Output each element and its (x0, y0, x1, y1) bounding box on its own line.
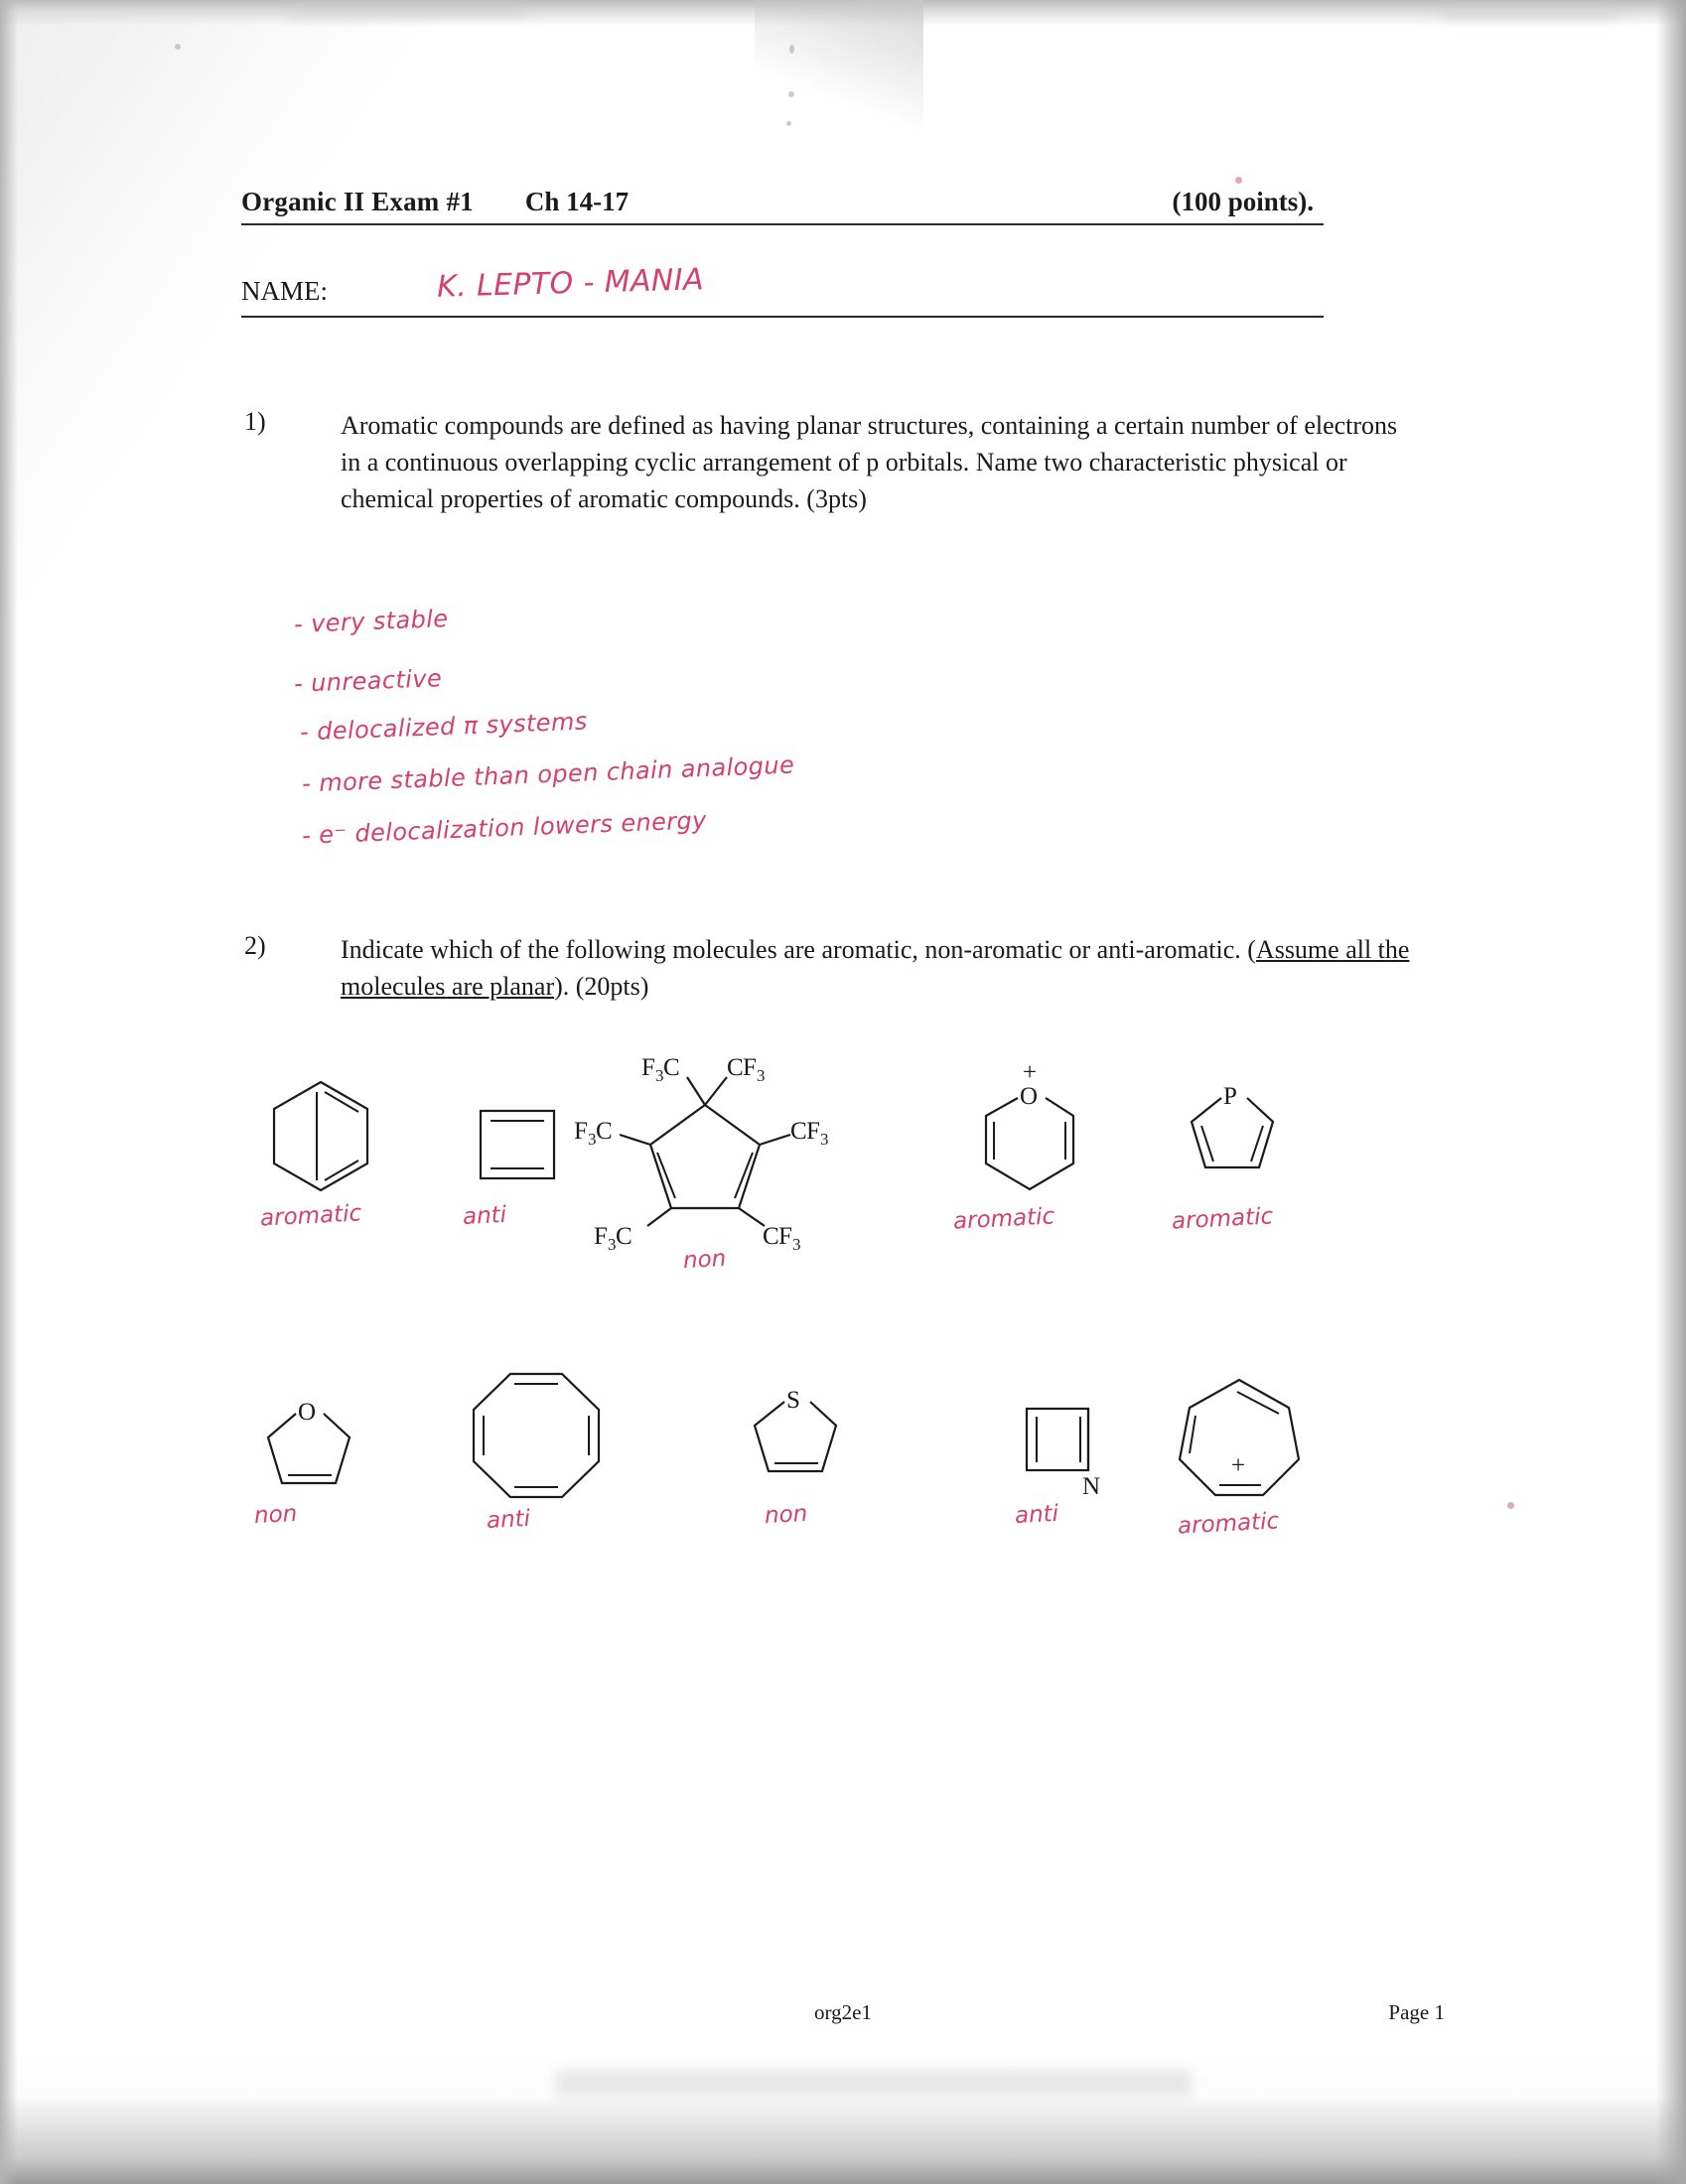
svg-text:C: C (663, 1054, 680, 1081)
svg-text:C: C (763, 1223, 779, 1250)
q1-answer-line-5: - e⁻ delocalization lowers energy (301, 806, 708, 850)
molecule-hexakis-trifluoromethyl-cyclopentadiene (576, 1047, 834, 1256)
answer-tropylium-cation: aromatic (1177, 1508, 1280, 1540)
question-2-text-part2: ). (20pts) (554, 972, 649, 1001)
q1-answer-line-1: - very stable (293, 605, 449, 638)
question-2-text (341, 931, 1423, 1005)
answer-benzene: aromatic (259, 1200, 362, 1232)
scan-edge-right (1656, 0, 1686, 2184)
svg-text:3: 3 (820, 1130, 829, 1149)
footer-doc-id: org2e1 (814, 2000, 872, 2024)
molecule-tropylium-cation (1172, 1368, 1311, 1517)
scan-smudge (288, 4, 526, 18)
scan-edge-left (0, 0, 18, 2184)
exam-header (241, 187, 1334, 217)
svg-text:+: + (1231, 1452, 1246, 1479)
scan-fold-artifact (755, 0, 923, 129)
question-1-number: 1) (244, 407, 266, 436)
scan-speck (1507, 1502, 1514, 1509)
name-rule (241, 316, 1324, 318)
svg-text:F: F (594, 1223, 608, 1250)
scan-speck (1235, 177, 1242, 184)
question-2-number: 2) (244, 931, 266, 960)
svg-text:F: F (778, 1223, 792, 1250)
molecule-cyclobutadiene (467, 1097, 576, 1206)
q1-answer-line-2: - unreactive (293, 664, 443, 698)
svg-text:3: 3 (792, 1235, 801, 1254)
scan-edge-bottom (0, 2095, 1686, 2184)
svg-text:F: F (574, 1118, 588, 1145)
svg-text:3: 3 (655, 1066, 664, 1085)
footer-page-number: Page 1 (1388, 2000, 1445, 2024)
q1-answer-line-3: - delocalized π systems (299, 707, 589, 747)
molecule-benzene (256, 1072, 385, 1211)
svg-text:C: C (790, 1118, 807, 1145)
answer-pyrylium-cation: aromatic (952, 1203, 1055, 1235)
exam-chapters: Ch 14-17 (524, 187, 630, 216)
svg-text:3: 3 (757, 1066, 766, 1085)
svg-text:N: N (1082, 1473, 1101, 1500)
svg-text:P: P (1223, 1083, 1237, 1110)
question-2-text-part1: Indicate which of the following molecules are aromatic, non-aromatic or anti-aromatic. ( (341, 935, 1256, 964)
svg-text:C: C (596, 1118, 613, 1145)
answer-azete: anti (1014, 1500, 1059, 1530)
svg-text:C: C (616, 1223, 632, 1250)
answer-cyclooctatetraene: anti (486, 1505, 531, 1535)
scan-speck (789, 45, 794, 54)
answer-cyclobutadiene: anti (462, 1201, 507, 1231)
answer-phosphole: aromatic (1171, 1203, 1274, 1235)
question-1-text: Aromatic compounds are defined as having planar structures, containing a certain number of electrons in a continuous overlapping cyclic arrangement of p orbitals. Name two characteristic physical or chemical properties of aromatic compounds. (3pts) (341, 411, 1398, 513)
scan-speck (788, 91, 794, 97)
header-rule (241, 223, 1324, 225)
name-handwritten-value: K. LEPTO - MANIA (436, 262, 705, 305)
exam-points: (100 points). (1172, 187, 1314, 216)
scan-smudge (1440, 8, 1618, 20)
svg-text:F: F (806, 1118, 820, 1145)
answer-dihydrofuran: non (253, 1500, 298, 1530)
scan-smudge (556, 2070, 1192, 2096)
svg-text:F: F (641, 1054, 655, 1081)
question-2-text-underlined: Assume all the molecules are planar (341, 935, 1410, 1001)
svg-text:F: F (743, 1054, 757, 1081)
answer-dihydrothiophene: non (764, 1500, 808, 1530)
q1-answer-line-4: - more stable than open chain analogue (301, 751, 795, 798)
name-label: NAME: (241, 276, 328, 306)
answer-hexakis-trifluoromethyl-cyclopentadiene: non (682, 1245, 727, 1275)
svg-text:3: 3 (588, 1130, 597, 1149)
molecule-dihydrothiophene (735, 1368, 864, 1517)
svg-text:C: C (727, 1054, 744, 1081)
scan-speck (175, 44, 181, 50)
molecule-cyclooctatetraene (457, 1360, 616, 1529)
svg-text:O: O (298, 1399, 317, 1426)
svg-text:+: + (1023, 1059, 1038, 1086)
scan-speck (786, 121, 791, 126)
svg-text:O: O (1020, 1083, 1039, 1110)
exam-title: Organic II Exam #1 (241, 187, 474, 216)
svg-text:3: 3 (608, 1235, 617, 1254)
molecule-pyrylium-cation (968, 1059, 1097, 1213)
molecule-phosphole (1172, 1064, 1301, 1213)
svg-text:S: S (786, 1387, 800, 1414)
molecule-azete (1013, 1395, 1132, 1514)
